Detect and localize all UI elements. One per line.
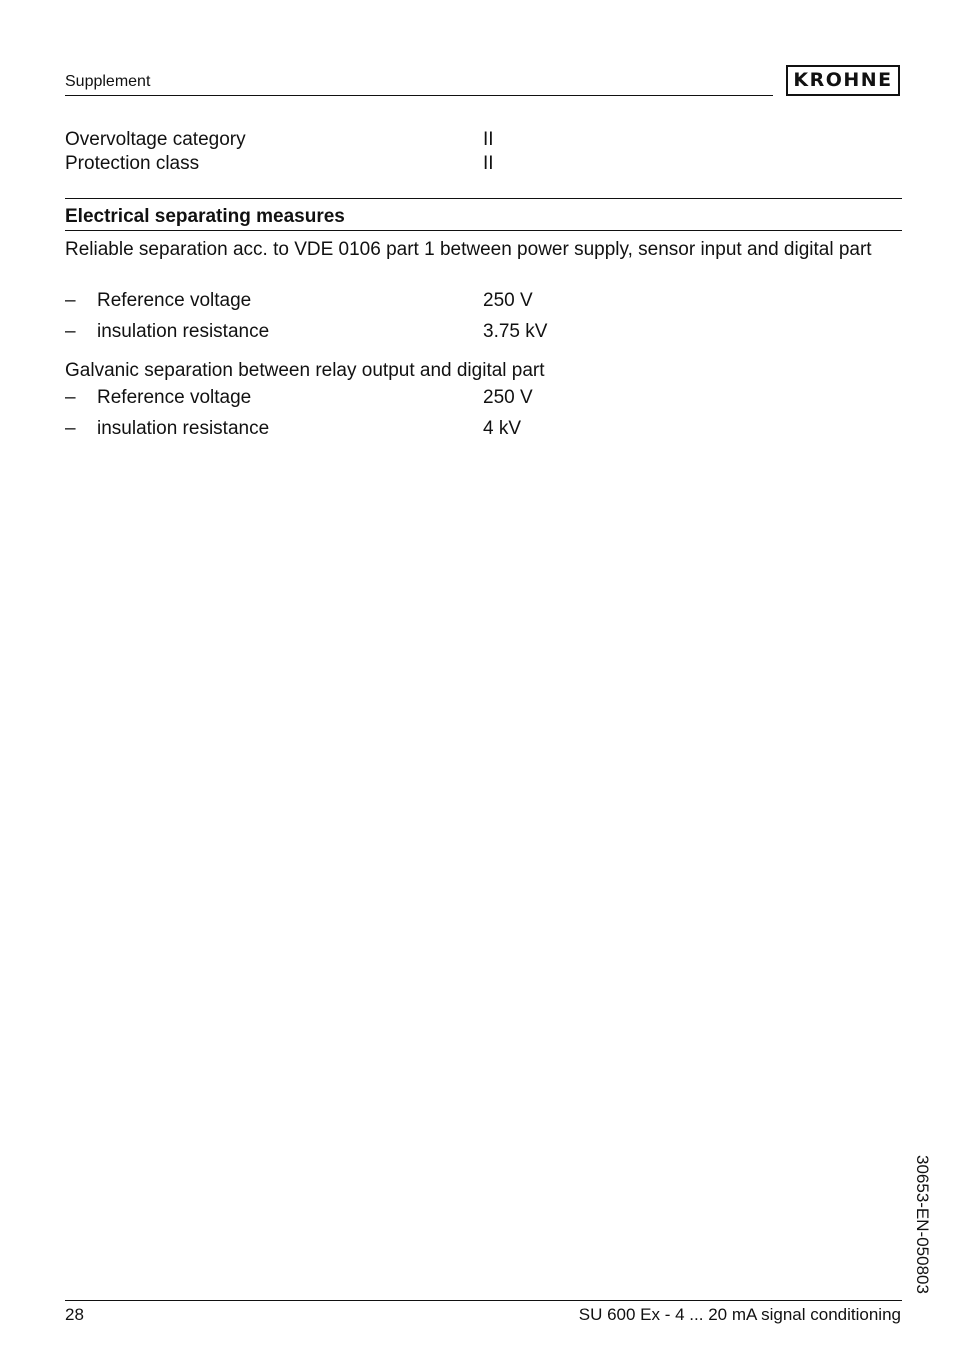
page-number: 28 [65,1305,84,1324]
section-top-rule [65,198,902,199]
logo-text: KROHNE [793,69,893,91]
spec-label-overvoltage: Overvoltage category [65,129,246,150]
list-item-value: 250 V [483,290,533,311]
header-section-title: Supplement [65,73,151,90]
list-bullet: – [65,321,76,342]
list-bullet: – [65,418,76,439]
document-code: 30653-EN-050803 [913,1155,932,1294]
group-description-2: Galvanic separation between relay output and digital part [65,360,545,381]
spec-label-protection: Protection class [65,153,200,174]
footer-divider [65,1300,902,1301]
section-title: Electrical separating measures [65,206,345,227]
footer-document-title: SU 600 Ex - 4 ... 20 mA signal conditioning [578,1305,901,1324]
list-bullet: – [65,387,76,408]
spec-value-protection: II [483,153,494,174]
list-item-value: 3.75 kV [483,321,548,342]
list-item-value: 250 V [483,387,533,408]
group-description-1: Reliable separation acc. to VDE 0106 part 1 between power supply, sensor input and digital part [65,239,872,260]
list-item-label: Reference voltage [97,290,252,311]
list-item-label: Reference voltage [97,387,252,408]
header-divider [65,95,773,96]
list-item-label: insulation resistance [97,321,270,342]
list-bullet: – [65,290,76,311]
spec-value-overvoltage: II [483,129,494,150]
list-item-value: 4 kV [483,418,522,439]
krohne-logo [786,65,900,96]
section-bottom-rule [65,230,902,231]
list-item-label: insulation resistance [97,418,270,439]
